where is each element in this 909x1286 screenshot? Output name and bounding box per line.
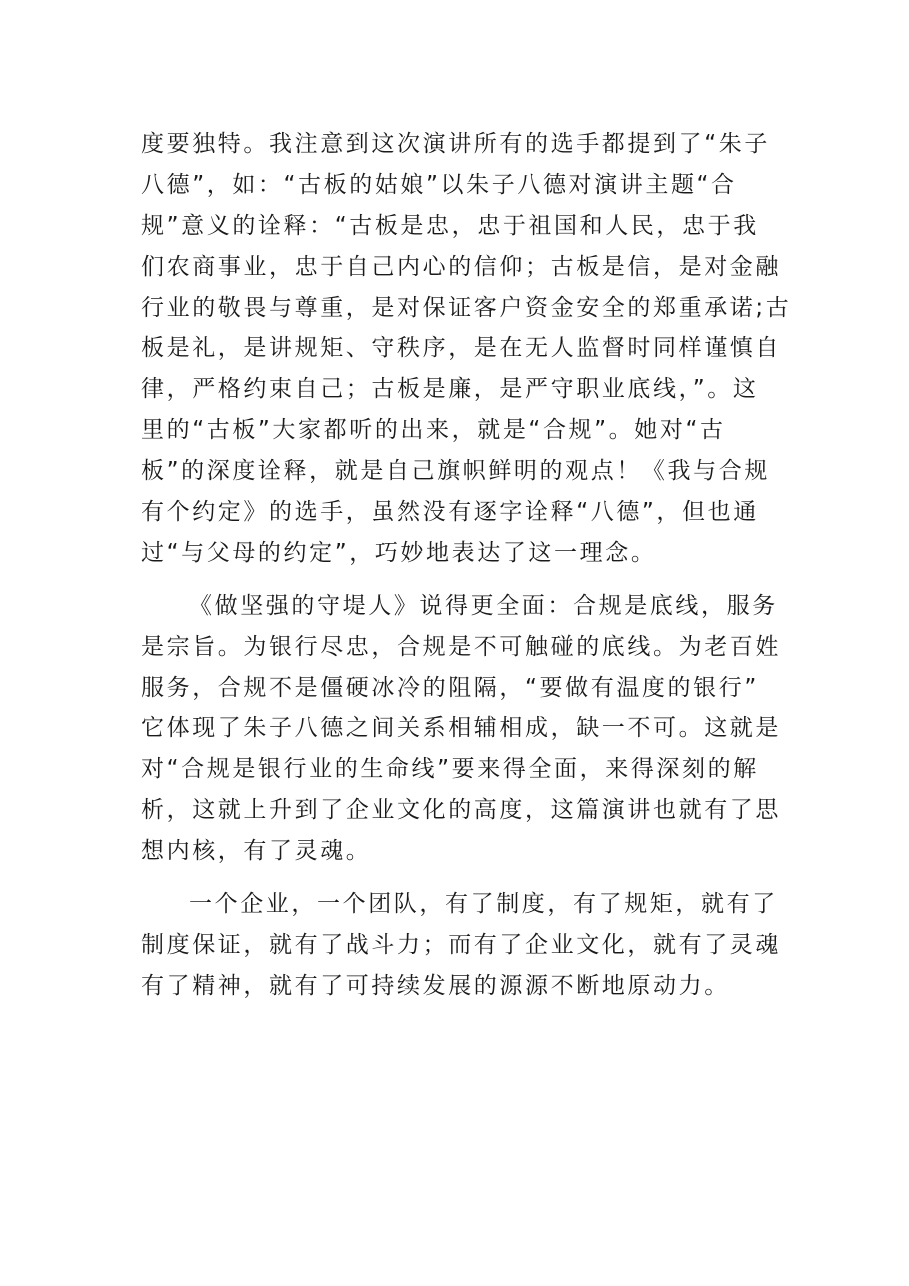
text-line: 度要独特。我注意到这次演讲所有的选手都提到了“朱子	[141, 131, 770, 157]
text-line: 是宗旨。为银行尽忠，合规是不可触碰的底线。为老百姓	[141, 633, 781, 660]
text-line: 八德”，如：“古板的姑娘”以朱子八德对演讲主题“合	[141, 171, 737, 198]
text-line: 一个企业，一个团队，有了制度，有了规矩，就有了	[189, 891, 778, 918]
paragraph-spacer	[141, 872, 773, 884]
text-line: 们农商事业，忠于自己内心的信仰；古板是信，是对金融	[141, 253, 781, 280]
document-body	[141, 124, 792, 1007]
paragraph-2	[141, 586, 781, 872]
text-line: 规”意义的诠释：“古板是忠，忠于祖国和人民，忠于我	[141, 212, 759, 239]
text-line: 制度保证，就有了战斗力；而有了企业文化，就有了灵魂	[141, 931, 781, 958]
text-line: 想内核，有了灵魂。	[141, 838, 372, 865]
paragraph-spacer	[141, 574, 773, 586]
text-line: 它体现了朱子八德之间关系相辅相成，缺一不可。这就是	[141, 715, 781, 742]
text-line: 律，严格约束自己；古板是廉，是严守职业底线，”。这	[141, 376, 759, 403]
text-line: 对“合规是银行业的生命线”要来得全面，来得深刻的解	[141, 756, 759, 783]
text-line: 有了精神，就有了可持续发展的源源不断地原动力。	[141, 972, 730, 999]
paragraph-3	[141, 884, 781, 1007]
text-line: 行业的敬畏与尊重，是对保证客户资金安全的郑重承诺;古	[141, 294, 792, 321]
text-line: 板”的深度诠释，就是自己旗帜鲜明的观点！《我与合规	[141, 458, 770, 485]
text-line: 《做坚强的守堤人》说得更全面：合规是底线，服务	[189, 592, 778, 619]
text-line: 里的“古板”大家都听的出来，就是“合规”。她对“古	[141, 417, 726, 444]
paragraph-1	[141, 124, 792, 574]
text-line: 有个约定》的选手，虽然没有逐字诠释“八德”，但也通	[141, 499, 759, 526]
text-line: 服务，合规不是僵硬冰冷的阻隔，“要做有温度的银行”	[141, 674, 759, 701]
text-line: 析，这就上升到了企业文化的高度，这篇演讲也就有了思	[141, 797, 781, 824]
text-line: 板是礼，是讲规矩、守秩序，是在无人监督时同样谨慎自	[141, 335, 781, 362]
text-line: 过“与父母的约定”，巧妙地表达了这一理念。	[141, 539, 657, 566]
